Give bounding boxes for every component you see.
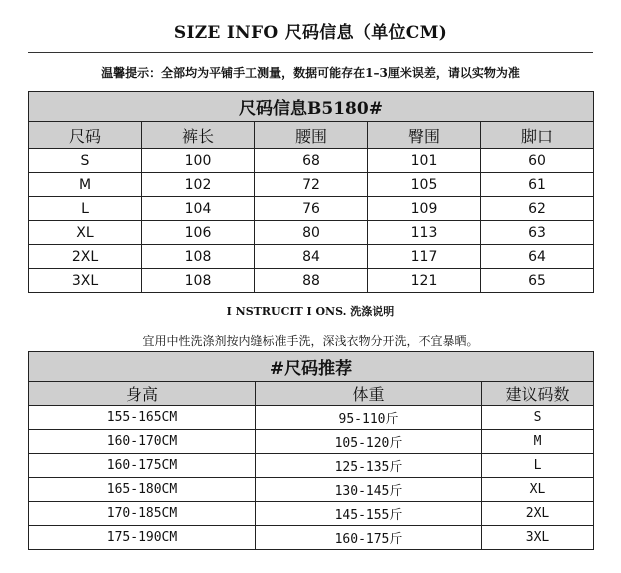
table-cell: 2XL [29, 245, 142, 269]
instructions-label: I NSTRUCIT I ONS. 洗涤说明 [226, 305, 395, 318]
table-cell: 160-175斤 [256, 526, 482, 550]
recommend-table-header-row [29, 382, 594, 406]
table-cell: 101 [368, 149, 481, 173]
column-header: 体重 [256, 382, 482, 406]
table-row [29, 173, 594, 197]
column-header: 裤长 [142, 122, 255, 149]
size-info-table [28, 91, 594, 293]
table-cell: 80 [255, 221, 368, 245]
table-cell: 61 [481, 173, 594, 197]
table-row [29, 269, 594, 293]
measurement-notice: 温馨提示：全部均为平铺手工测量，数据可能存在1–3厘米误差，请以实物为准 [101, 66, 520, 80]
table-cell: 125-135斤 [256, 454, 482, 478]
column-header: 臀围 [368, 122, 481, 149]
table-cell: 145-155斤 [256, 502, 482, 526]
table-cell: S [482, 406, 594, 430]
table-cell: L [482, 454, 594, 478]
wash-instructions: 宜用中性洗涤剂按内缝标准手洗，深浅衣物分开洗，不宜暴晒。 [142, 334, 479, 348]
table-cell: 3XL [29, 269, 142, 293]
table-cell: 117 [368, 245, 481, 269]
table-cell: 108 [142, 245, 255, 269]
table-cell: 155-165CM [29, 406, 256, 430]
table-cell: 2XL [482, 502, 594, 526]
table-cell: 72 [255, 173, 368, 197]
table-row [29, 454, 594, 478]
table-cell: 64 [481, 245, 594, 269]
table-row [29, 149, 594, 173]
table-cell: 130-145斤 [256, 478, 482, 502]
column-header: 脚口 [481, 122, 594, 149]
table-cell: 60 [481, 149, 594, 173]
table-row [29, 526, 594, 550]
table-cell: L [29, 197, 142, 221]
table-cell: 76 [255, 197, 368, 221]
table-cell: 113 [368, 221, 481, 245]
table-cell: 84 [255, 245, 368, 269]
table-cell: 121 [368, 269, 481, 293]
table-cell: 160-175CM [29, 454, 256, 478]
table-row [29, 245, 594, 269]
column-header: 尺码 [29, 122, 142, 149]
recommend-table-heading: #尺码推荐 [29, 352, 594, 382]
table-cell: 160-170CM [29, 430, 256, 454]
table-cell: 106 [142, 221, 255, 245]
table-cell: 65 [481, 269, 594, 293]
size-recommendation-table [28, 351, 594, 550]
table-row [29, 221, 594, 245]
size-table-heading: 尺码信息B5180# [29, 92, 594, 122]
table-cell: XL [29, 221, 142, 245]
column-header: 建议码数 [482, 382, 594, 406]
table-row [29, 406, 594, 430]
column-header: 身高 [29, 382, 256, 406]
page-title: SIZE INFO 尺码信息（单位CM) [173, 23, 448, 43]
size-table-header-row [29, 122, 594, 149]
table-cell: 62 [481, 197, 594, 221]
table-cell: S [29, 149, 142, 173]
table-cell: 102 [142, 173, 255, 197]
table-cell: 3XL [482, 526, 594, 550]
table-cell: 104 [142, 197, 255, 221]
table-cell: M [29, 173, 142, 197]
table-cell: XL [482, 478, 594, 502]
table-cell: 95-110斤 [256, 406, 482, 430]
table-row [29, 502, 594, 526]
column-header: 腰围 [255, 122, 368, 149]
table-cell: 165-180CM [29, 478, 256, 502]
table-cell: M [482, 430, 594, 454]
table-cell: 105-120斤 [256, 430, 482, 454]
table-cell: 109 [368, 197, 481, 221]
table-cell: 170-185CM [29, 502, 256, 526]
table-cell: 175-190CM [29, 526, 256, 550]
table-cell: 100 [142, 149, 255, 173]
table-cell: 105 [368, 173, 481, 197]
table-row [29, 478, 594, 502]
title-divider [28, 52, 593, 53]
table-row [29, 430, 594, 454]
table-cell: 88 [255, 269, 368, 293]
table-cell: 63 [481, 221, 594, 245]
table-cell: 68 [255, 149, 368, 173]
table-row [29, 197, 594, 221]
table-cell: 108 [142, 269, 255, 293]
